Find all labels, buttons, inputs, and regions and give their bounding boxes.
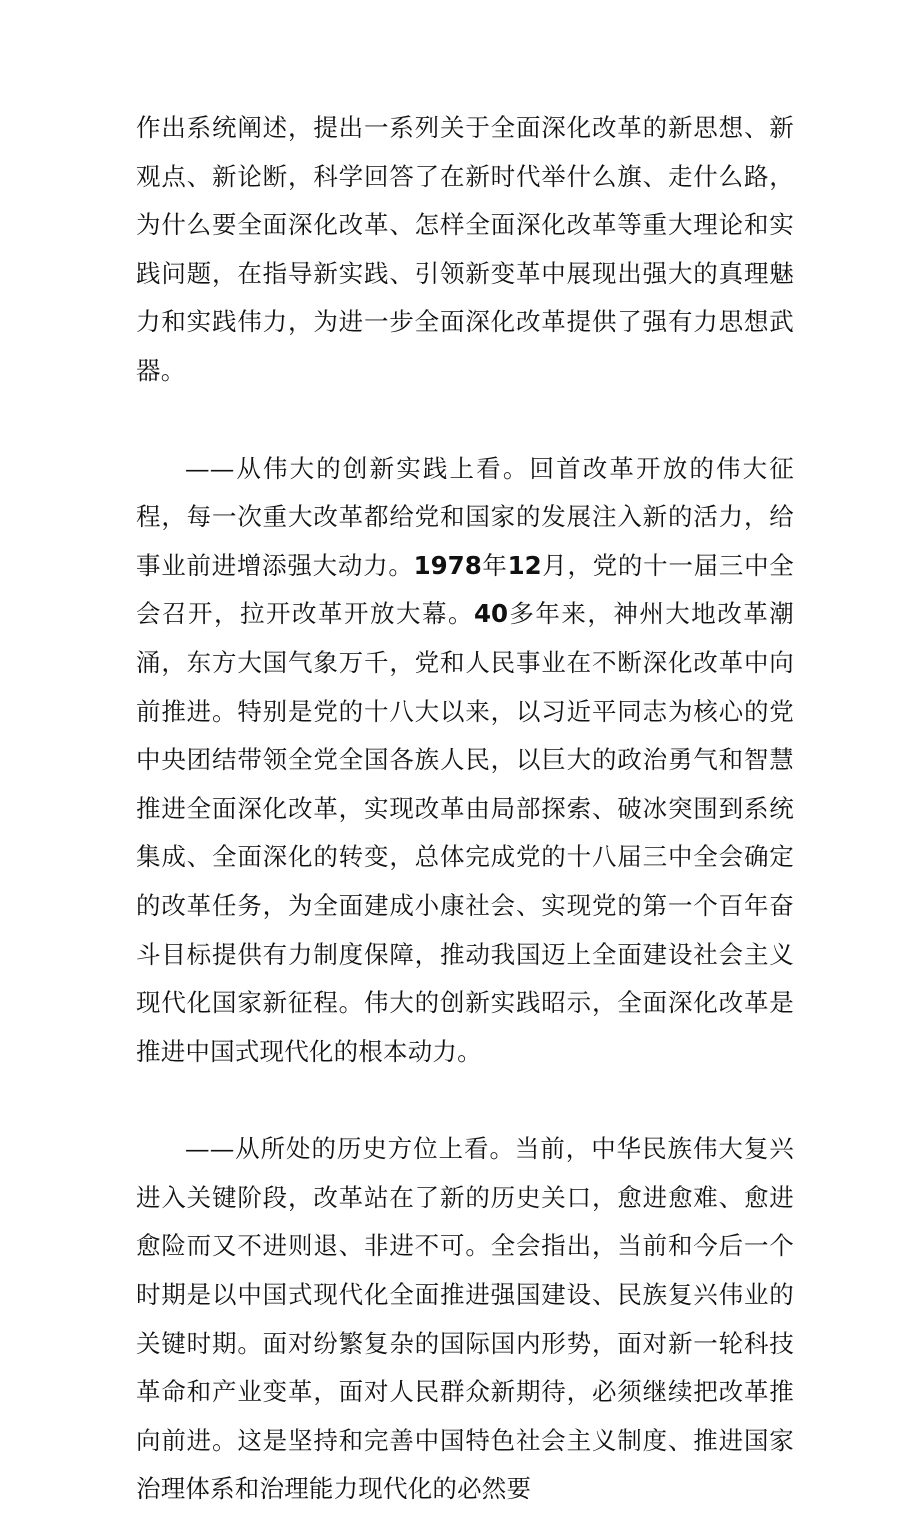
text-segment: 多年来，神州大地改革潮涌，东方大国气象万千，党和人民事业在不断深化改革中向前推进。特别是党的十八大以来，以习近平同志为核心的党中央团结带领全党全国各族人民，以巨大的政治勇气和智慧推进全面深化改革，实现改革由局部探索、破冰突围到系统集成、全面深化的转变，总体完成党的十八届三中全会确定的改革任务，为全面建成小康社会、实现党的第一个百年奋斗目标提供有力制度保障，推动我国迈上全面建设社会主义现代化国家新征程。伟大的创新实践昭示，全面深化改革是推进中国式现代化的根本动力。: [136, 599, 794, 1066]
paragraph-innovation-practice: [136, 445, 794, 1077]
year-number: 1978: [413, 550, 482, 580]
month-number: 12: [507, 550, 542, 580]
text-segment: 月，党的十一届三中全会召开，拉开改革开放大幕。: [136, 550, 795, 629]
paragraph-intro-continuation: 作出系统阐述，提出一系列关于全面深化改革的新思想、新观点、新论断，科学回答了在新时代举什么旗、走什么路，为什么要全面深化改革、怎样全面深化改革等重大理论和实践问题，在指导新实践、引领新变革中展现出强大的真理魅力和实践伟力，为进一步全面深化改革提供了强有力思想武器。: [136, 113, 794, 385]
text-segment: ——从伟大的创新实践上看。回首改革开放的伟大征程，每一次重大改革都给党和国家的发展注入新的活力，给事业前进增添强大动力。: [136, 453, 794, 580]
paragraph-spacer: [136, 396, 794, 445]
paragraph-spacer: [136, 1076, 794, 1125]
years-number: 40: [473, 599, 509, 629]
paragraph-historical-position: ——从所处的历史方位上看。当前，中华民族伟大复兴进入关键阶段，改革站在了新的历史关口，愈进愈难、愈进愈险而又不进则退、非进不可。全会指出，当前和今后一个时期是以中国式现代化全面推进强国建设、民族复兴伟业的关键时期。面对纷繁复杂的国际国内形势，面对新一轮科技革命和产业变革，面对人民群众新期待，必须继续把改革推向前进。这是坚持和完善中国特色社会主义制度、推进国家治理体系和治理能力现代化的必然要: [136, 1134, 794, 1504]
text-segment: 年: [481, 550, 508, 580]
